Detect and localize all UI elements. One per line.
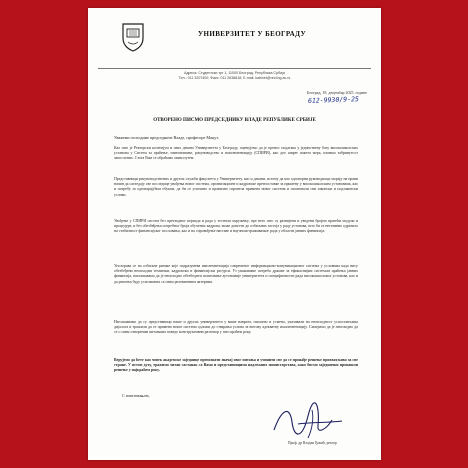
body-paragraph: Као што је Ректорски колегијум и свих декана Универзитета у Београду, оцењујемо да је пренос података у јединствену базу високошколских установа у Систем за праћење, извештавање, рачуноводство и имплементацију (СПИРИ), као део ширег пакета мера, изазвао забринутост запослених. Стога Вам се обраћамо овим путем. bbox=[114, 146, 358, 161]
university-crest-icon bbox=[120, 20, 146, 52]
closing-line: С поштовањем, bbox=[122, 393, 150, 398]
body-paragraph: Упозорава се на озбиљне ризике које подразумева имплементација савременог информационо-комуникационог система у условима када нису обезбеђени неопходни технички, кадровски и финансијски ресурси. Уз уважавање потреба државе за ефикаснијим системом праћења јавних финансија, наглашавамо да је неопходно обезбедити поштовање аутономије универзитета и специфичности рада високошколских установа, као и да решења буду усаглашена са свим релевантним актерима. bbox=[114, 264, 358, 284]
header-divider bbox=[98, 68, 371, 69]
address-line: Адреса: Студентски трг 1, 11000 Београд, Република Србија bbox=[184, 71, 285, 75]
letter-date: Београд, 18. децембар 2025. године bbox=[306, 90, 367, 95]
university-name: УНИВЕРЗИТЕТ У БЕОГРАДУ bbox=[198, 30, 306, 38]
body-paragraph: Наглашавамо да су представници наше и других универзитета у више наврата, писмено и усмено, указивали на неопходност успостављања дијалога и тражили да се примена новог система одложи до стварања услова за његову адекватну имплементацију. Сматрамо да је неопходно да се о свим отвореним питањима поведе конструктивни разговор у што краћем року. bbox=[114, 320, 358, 335]
signatory-name: Проф. др Владан Ђокић, ректор bbox=[288, 441, 337, 445]
body-paragraph: Увођење у СПИРИ систем без претходног периода и рада у тестном окружењу, пре него што су развијени и уведени бројни пратећи модули и процедуре, и без обезбеђења потребног броја обучених кадрова, може довести до озбиљних застоја у раду установа, што би се негативно одразило на стабилност финансијског пословања, као и на спровођење наставе и научноистраживачког рада у области јавних финансија. bbox=[114, 219, 358, 234]
contact-line: Тел.: 011 3207400; Факс: 011 2638818; E-mail: kabinet@rect.bg.ac.rs bbox=[178, 76, 291, 80]
body-paragraph-bold: Верујемо да ћете као човек академске заједнице препознати значај овог питања и учинити све да се пронађе решење прихватљиво за све стране. У истом духу, тражимо хитан састанак са Вама и представницима надлежних министарстава, како бисмо заједнички пронашли решење у најкраћем року. bbox=[114, 358, 358, 373]
body-paragraph: Представници рачуноводствених и других служби факултета у Универзитету, као и декани, истичу да као одговорни руководиоци морају на прави начин да сагледају све последице увођења новог система, организационе и кадровске претпоставке за примену у високошколским установама, као и потребу за одговарајућом обуком, да би се успешно и правилно спровела примена новог система и поштовали сви законски и подзаконски услови. bbox=[114, 177, 358, 197]
handwritten-signature bbox=[268, 400, 348, 444]
letterhead bbox=[98, 20, 371, 56]
letter-page bbox=[88, 8, 381, 460]
salutation: Уважени господине председниче Владе, професоре Мацут, bbox=[114, 135, 219, 140]
letter-title: ОТВОРЕНО ПИСМО ПРЕДСЕДНИКУ ВЛАДЕ РЕПУБЛИКЕ СРБИЈЕ bbox=[153, 118, 316, 123]
reference-number: 612-9930/9-25 bbox=[308, 95, 360, 105]
